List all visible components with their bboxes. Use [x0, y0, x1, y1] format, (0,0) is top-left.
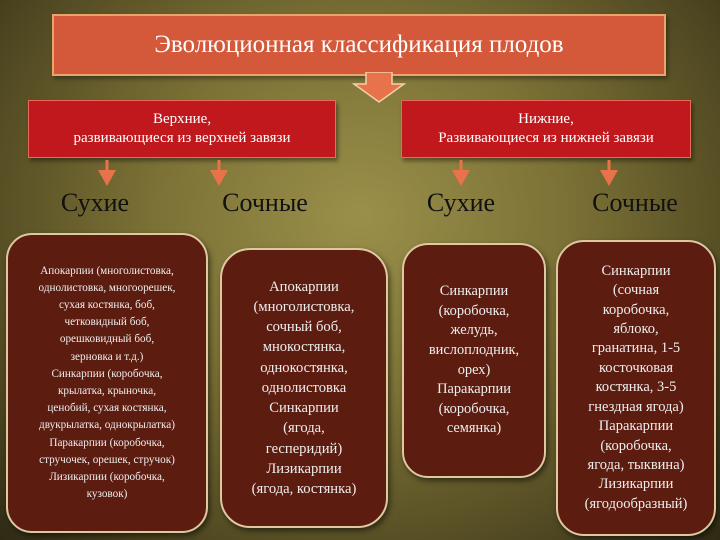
diagram-title: Эволюционная классификация плодов: [52, 14, 666, 76]
arrow-icon-4: [598, 160, 620, 188]
heading-upper-dry: Сухие: [60, 188, 130, 217]
arrow-icon-2: [208, 160, 230, 188]
category-lower-label: Нижние, Развивающиеся из нижней завязи: [438, 111, 654, 146]
panel-upper-dry: [6, 233, 208, 533]
panel-upper-dry-text: Апокарпии (многолистовка, однолистовка, многоорешек, сухая костянка, боб, четковидный боб, орешковидный боб, зерновка и т.д.) Синкарпии (коробочка, крылатка, крыночка, ценобий, сухая костянка, двукрылатка, однокрылатка) Паракарпии (коробочка, стручочек, орешек, стручок) Лизикарпии (коробочка, кузовок): [38, 264, 176, 501]
panel-upper-fleshy: [220, 248, 388, 528]
down-arrow-icon: [352, 72, 406, 104]
panel-lower-fleshy: [556, 240, 716, 536]
category-upper: [28, 100, 336, 158]
arrow-icon-3: [450, 160, 472, 188]
panel-lower-dry: [402, 243, 546, 478]
panel-lower-dry-text: Синкарпии (коробочка, желудь, вислоплодник, орех) Паракарпии (коробочка, семянка): [428, 283, 520, 437]
category-lower: [401, 100, 691, 158]
category-upper-label: Верхние, развивающиеся из верхней завязи: [73, 111, 291, 146]
heading-lower-dry: Сухие: [426, 188, 496, 217]
arrow-icon-1: [96, 160, 118, 188]
panel-upper-fleshy-text: Апокарпии (многолистовка, сочный боб, мнокостянка, однокостянка, однолистовка Синкарпии (ягода, гесперидий) Лизикарпии (ягода, костянка): [251, 278, 357, 497]
heading-lower-fleshy: Сочные: [592, 188, 678, 217]
panel-lower-fleshy-text: Синкарпии (сочная коробочка, яблоко, гранатина, 1-5 косточковая костянка, 3-5 гнездная ягода) Паракарпии (коробочка, ягода, тыквина) Лизикарпии (ягодообразный): [584, 262, 688, 512]
heading-upper-fleshy: Сочные: [222, 188, 308, 217]
